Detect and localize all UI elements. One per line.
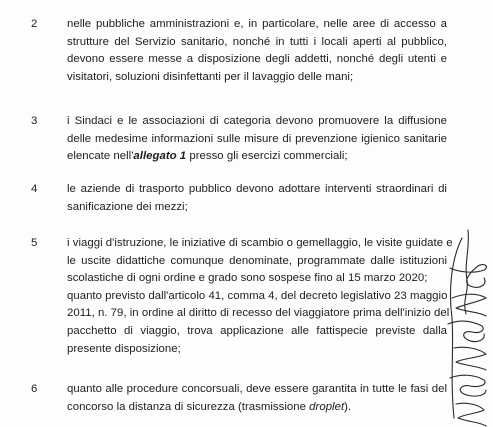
text-fragment: ). — [344, 400, 352, 413]
item-text — [67, 181, 447, 216]
item-number: 4 — [31, 183, 38, 195]
item-text — [67, 381, 447, 416]
item-text — [67, 113, 447, 166]
text-line: pacchetto di viaggio, trova applicazione alle fattispecie previste dalla — [67, 324, 447, 337]
text-line: scolastiche di ogni ordine e grado sono sospese fino al 15 marzo 2020; — [67, 272, 428, 285]
item-number: 6 — [31, 383, 38, 395]
text-line: visitatori, soluzioni disinfettanti per il lavaggio delle mani; — [67, 70, 354, 83]
item-text — [67, 16, 447, 86]
text-line: i viaggi d'istruzione, le iniziative di scambio o gemellaggio, le visite guidate e — [67, 237, 453, 249]
allegato-reference: allegato 1 — [133, 150, 187, 163]
text-line: sanificazione dei mezzi; — [67, 200, 188, 213]
text-line: 2011, n. 79, in ordine al diritto di recesso del viaggiatore prima dell'inizio del — [67, 307, 450, 320]
item-number: 3 — [31, 115, 38, 127]
text-line: presente disposizione; — [67, 342, 181, 355]
text-line: delle medesime informazioni sulle misure di prevenzione igienico sanitarie — [67, 132, 447, 145]
text-fragment: presso gli esercizi commerciali; — [186, 150, 348, 163]
text-line: le aziende di trasporto pubblico devono adottare interventi straordinari di — [67, 183, 447, 195]
text-line: quanto alle procedure concorsuali, deve essere garantita in tutte le fasi del — [67, 383, 447, 395]
text-line: nelle pubbliche amministrazioni e, in particolare, nelle aree di accesso a — [67, 18, 447, 30]
text-fragment: elencate nell' — [67, 150, 134, 163]
text-line: devono essere messe a disposizione degli addetti, nonché degli utenti e — [67, 53, 447, 66]
text-line — [67, 148, 447, 166]
text-line — [67, 399, 447, 417]
text-line: i Sindaci e le associazioni di categoria devono promuovere la diffusione — [67, 115, 447, 127]
item-number: 5 — [31, 237, 38, 249]
text-fragment: concorso la distanza di sicurezza (trasmissione — [67, 400, 310, 413]
handwritten-signature — [440, 228, 493, 427]
text-line: le uscite didattiche comunque denominate, programmate dalle istituzioni — [67, 254, 447, 267]
text-line: strutture del Servizio sanitario, nonché in tutti i locali aperti al pubblico, — [67, 35, 447, 48]
item-number: 2 — [31, 18, 38, 30]
text-line: quanto previsto dall'articolo 41, comma 4, del decreto legislativo 23 maggio — [67, 289, 448, 302]
item-text — [67, 235, 453, 358]
droplet-term: droplet — [309, 400, 345, 413]
